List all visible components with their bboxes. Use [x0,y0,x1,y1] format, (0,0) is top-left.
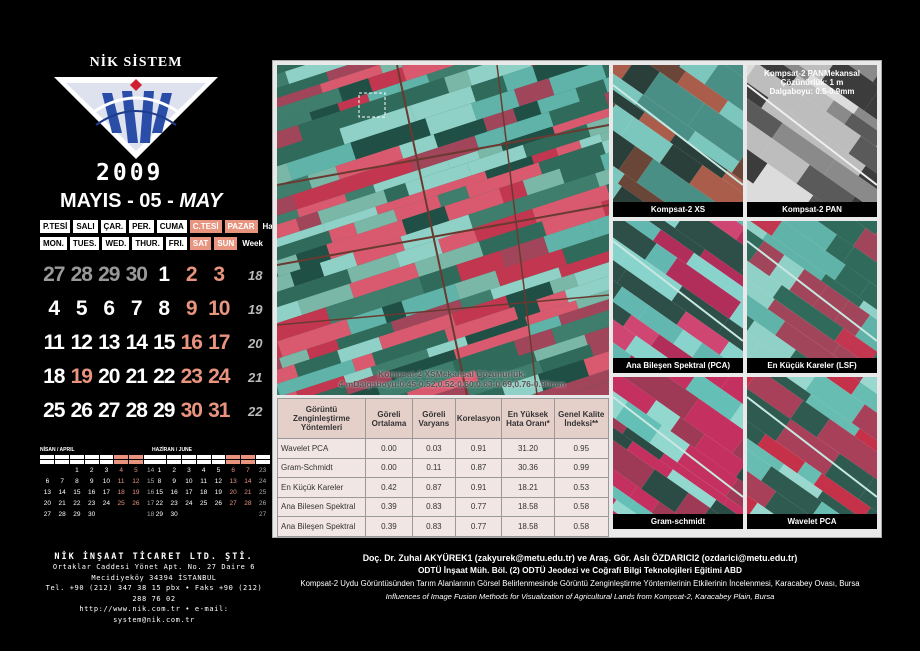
mini-calendar-day: 9 [89,478,94,485]
mini-calendar-week [152,465,270,476]
pan-caption-line-2: Çözünürlük: 1 m [780,78,844,87]
mini-calendar-day: 29 [73,511,81,518]
mini-header-cell [226,460,240,464]
value-cell: 0.00 [366,439,413,459]
week-number: 18 [248,267,263,283]
mini-header-cell [152,460,166,464]
col-header: Genel Kalite İndeksi** [554,399,608,439]
week-number: 21 [248,369,263,385]
calendar-day: 27 [43,263,65,286]
mini-calendar-day: 1 [75,467,79,474]
mini-calendar-day: 26 [214,500,222,507]
value-cell: 30.36 [502,458,554,478]
value-cell: 0.87 [412,478,455,498]
month-title [60,190,222,213]
mini-calendar-day: 26 [132,500,140,507]
mini-calendar-day: 20 [43,500,51,507]
thumb-kompsat-pan [747,65,877,217]
mini-header-cell [55,460,69,464]
mini-calendar-day: 23 [88,500,96,507]
mini-calendar-day: 29 [155,511,163,518]
mini-header-cell [40,455,54,459]
value-cell: 0.91 [455,439,502,459]
value-cell: 0.42 [366,478,413,498]
value-cell: 0.58 [554,497,608,517]
calendar-day: 28 [70,263,92,286]
company-info [38,552,270,625]
mini-calendar-day: 19 [214,489,222,496]
mini-calendar-day: 21 [244,489,252,496]
method-cell: Ana Bileşen Spektral [278,517,366,537]
mini-calendar-day: 27 [43,511,51,518]
mini-calendar-day: 10 [185,478,193,485]
value-cell: 0.58 [554,517,608,537]
mini-header-cell [197,460,211,464]
method-cell: Wavelet PCA [278,439,366,459]
week-number: 20 [248,335,263,351]
thumb-label: Kompsat-2 XS [613,202,743,217]
big-caption-line-1: Kompsat-2 XSMekansal Çözünürlük: [378,369,526,379]
mini-calendar-week [152,487,270,498]
mini-header-cell [212,455,226,459]
mini-header-cell [114,455,128,459]
thumb-gram-schmidt [613,377,743,529]
mini-calendar-header [40,455,158,459]
mini-calendar-day: 11 [200,478,207,485]
value-cell: 0.87 [455,458,502,478]
calendar-day: 4 [48,297,60,320]
mini-calendar-day: 10 [102,478,110,485]
mini-calendar-title: NİSAN / APRIL [40,447,75,453]
value-cell: 0.77 [455,517,502,537]
mini-calendar-day: 16 [88,489,96,496]
mini-header-cell [114,460,128,464]
mini-header-cell [100,460,114,464]
dayname-en: TUES. [70,237,100,250]
week-number: 22 [248,403,263,419]
table-row [278,478,609,498]
mini-calendar-day: 13 [43,489,51,496]
mini-calendar-day: 18 [117,489,125,496]
mini-calendar-week [40,498,158,509]
mini-calendar-day: 17 [147,500,155,507]
mini-calendar-day: 30 [170,511,178,518]
mini-calendar-day: 7 [60,478,64,485]
value-cell: 0.03 [412,439,455,459]
mini-header-cell [129,455,143,459]
calendar-day: 2 [185,263,197,286]
mini-calendar-day: 17 [185,489,193,496]
value-cell: 0.39 [366,517,413,537]
mini-header-cell [40,460,54,464]
mini-header-cell [55,455,69,459]
company-phone: Tel. +90 (212) 347 38 15 pbx • Faks +90 (212) 288 76 02 [45,584,263,603]
month-tr: MAYIS [60,190,122,212]
calendar-day: 10 [208,297,230,320]
mini-calendar-day: 28 [58,511,66,518]
dayname-en: FRI. [166,237,187,250]
brand [52,55,220,161]
year: 2009 [96,160,164,186]
month-number: - 05 - [127,190,174,212]
thumb-image [613,65,743,217]
dayname-en: MON. [40,237,67,250]
mini-calendar-week [40,509,158,520]
calendar-day: 14 [125,331,147,354]
col-header: Görüntü Zenginleştirme Yöntemleri [278,399,366,439]
mini-header-cell [152,455,166,459]
mini-calendar-day: 3 [187,467,191,474]
calendar-week [40,394,263,428]
value-cell: 0.83 [412,517,455,537]
value-cell: 0.53 [554,478,608,498]
company-city: Mecidiyeköy 34394 İSTANBUL [91,573,217,582]
value-cell: 18.21 [502,478,554,498]
mini-calendar-day: 5 [134,467,138,474]
method-cell: Ana Bilesen Spektral [278,497,366,517]
calendar-day: 30 [125,263,147,286]
mini-header-cell [129,460,143,464]
mini-calendar-week [40,487,158,498]
mini-calendar-day: 1 [157,467,162,474]
company-web: http://www.nik.com.tr • e-mail: system@nik.com.tr [79,605,229,624]
mini-calendar-day: 23 [170,500,178,507]
dayname-en: SUN [214,237,237,250]
mini-calendar-day: 14 [58,489,66,496]
calendar-day: 29 [153,399,175,422]
value-cell: 0.99 [554,458,608,478]
dayname-tr: ÇAR. [101,220,127,233]
mini-calendar-day: 3 [104,467,109,474]
dayname-tr: P.TESİ [40,220,70,233]
calendar-day: 18 [43,365,65,388]
value-cell: 18.58 [502,497,554,517]
departments: ODTÜ İnşaat Müh. Böl. (2) ODTÜ Jeodezi ve Coğrafi Bilgi Teknolojileri Eğitimi ABD [417,565,743,575]
company-name: NİK İNŞAAT TİCARET LTD. ŞTİ. [54,552,254,562]
mini-calendar-day: 23 [259,467,267,474]
big-caption-line-2: 4 mDalgaboyu:0.45-0.52,0.52-0.60,0.63-0.69,0.76-0.90mm [338,379,566,389]
table-header-row [278,399,609,439]
mini-header-cell [85,455,99,459]
value-cell: 0.11 [412,458,455,478]
mini-calendar-day: 14 [147,467,155,474]
mini-header-cell [182,455,196,459]
mini-header-cell [241,455,255,459]
dayname-en: SAT [190,237,211,250]
fusion-quality-table [277,398,609,537]
thumb-kompsat-xs [613,65,743,217]
calendar-day: 13 [98,331,120,354]
mini-calendar-week [152,498,270,509]
mini-calendar-day: 6 [231,467,235,474]
mini-calendar-day: 30 [88,511,96,518]
mini-calendar-day: 22 [73,500,81,507]
thumb-label: Gram-schmidt [613,514,743,529]
mini-header-cell [212,460,226,464]
calendar-day: 16 [180,331,202,354]
mini-calendar-day: 15 [147,478,155,485]
company-address: Ortaklar Caddesi Yönet Apt. No. 27 Daire 6 [52,563,256,571]
pan-caption [747,69,877,96]
value-cell: 0.00 [366,458,413,478]
mini-calendar-day: 4 [201,467,206,474]
mini-calendar-day: 18 [147,511,155,518]
mini-calendar-day: 15 [155,489,163,496]
calendar-week [40,258,263,292]
mini-calendar-header [152,455,270,459]
mini-calendar-day: 25 [117,500,125,507]
mini-calendar-day: 15 [73,489,81,496]
mini-calendar-june [152,447,270,520]
calendar-week [40,360,263,394]
calendar-day: 9 [185,297,197,320]
mini-header-cell [70,455,84,459]
credits [280,552,880,603]
calendar-day: 21 [125,365,147,388]
calendar-day: 26 [70,399,92,422]
mini-calendar-day: 12 [214,478,222,485]
mini-calendar-day: 5 [216,467,221,474]
mini-calendar-day: 14 [244,478,252,485]
thumb-label: Wavelet PCA [747,514,877,529]
mini-calendar-day: 12 [132,478,140,485]
dayname-tr: PAZAR [225,220,258,233]
mini-calendar-day: 24 [102,500,110,507]
thumb-image [613,221,743,373]
title-english: Influences of Image Fusion Methods for Visualization of Agricultural Lands from Kompsat-2, Karacabey Plain, Bursa [385,592,775,601]
mini-calendar-day: 4 [119,467,123,474]
brand-name: NİK SİSTEM [89,55,183,70]
dayname-tr: PER. [129,220,154,233]
mini-calendar-title: HAZİRAN / JUNE [152,447,193,453]
week-label-en: Week [242,239,263,248]
mini-calendar-day: 24 [185,500,193,507]
calendar-day: 23 [180,365,202,388]
mini-calendar-header [40,460,158,464]
calendar-day: 8 [158,297,170,320]
calendar-day: 5 [75,297,87,320]
pan-caption-line-1: Kompsat-2 PANMekansal [764,69,860,78]
mini-calendar-day: 9 [172,478,176,485]
mini-calendar-day: 2 [89,467,94,474]
mini-calendar-day: 28 [244,500,252,507]
mini-calendar-day: 16 [147,489,155,496]
calendar-day: 20 [98,365,120,388]
day-names-en [40,237,265,250]
dayname-tr: C.TESİ [190,220,222,233]
field-mosaic-image [277,65,609,395]
thumb-image [613,377,743,529]
calendar-day: 19 [70,365,92,388]
authors: Doç. Dr. Zuhal AKYÜREK1 (zakyurek@metu.edu.tr) ve Araş. Gör. Aslı ÖZDARICI2 (ozdarici@metu.edu.tr) [362,553,798,563]
table-row [278,497,609,517]
dayname-tr: CUMA [157,220,187,233]
mini-calendar-day: 2 [172,467,176,474]
value-cell: 0.83 [412,497,455,517]
dayname-tr: SALI [73,220,97,233]
mini-header-cell [256,455,270,459]
mini-header-cell [70,460,84,464]
mini-calendar-day: 19 [132,489,140,496]
calendar-day: 1 [158,263,170,286]
mini-calendar-day: 18 [200,489,208,496]
col-header: Göreli Ortalama [366,399,413,439]
mini-calendar-day: 22 [155,500,163,507]
mini-header-cell [256,460,270,464]
thumb-pca [613,221,743,373]
week-number: 19 [248,301,263,317]
thumb-label: En Küçük Kareler (LSF) [747,358,877,373]
calendar-day: 11 [43,331,64,354]
col-header: Göreli Varyans [412,399,455,439]
calendar-day: 25 [43,399,65,422]
mini-calendar-week [40,465,158,476]
mini-header-cell [182,460,196,464]
table-row [278,458,609,478]
mini-calendar-week [152,509,270,520]
value-cell: 0.39 [366,497,413,517]
day-names-tr [40,220,285,233]
calendar-day: 15 [153,331,175,354]
mini-calendar-header [152,460,270,464]
mini-calendar-day: 7 [246,467,250,474]
mini-calendar-day: 26 [259,500,267,507]
mini-calendar-day: 8 [157,478,162,485]
big-image-caption [307,369,597,389]
mini-calendar-day: 24 [259,478,267,485]
thumb-lsf [747,221,877,373]
thumb-image [747,377,877,529]
mini-header-cell [226,455,240,459]
title-turkish: Kompsat-2 Uydu Görüntüsünden Tarım Alanlarının Görsel Belirlenmesinde Görüntü Zenginleştirme Yöntemlerinin Etkilerinin İncelenmesi, Karacabey Ovası, Bursa [300,579,860,588]
value-cell: 18.58 [502,517,554,537]
col-header: En Yüksek Hata Oranı* [502,399,554,439]
table-row [278,517,609,537]
mini-calendar-day: 20 [229,489,237,496]
value-cell: 0.77 [455,497,502,517]
calendar-day: 28 [125,399,147,422]
value-cell: 31.20 [502,439,554,459]
thumb-image [747,221,877,373]
mini-header-cell [167,455,181,459]
method-cell: Gram-Schmidt [278,458,366,478]
calendar-day: 6 [103,297,115,320]
calendar-day: 29 [98,263,120,286]
mini-calendar-april [40,447,158,520]
mini-calendar-week [152,476,270,487]
dayname-en: THUR. [132,237,162,250]
mini-header-cell [100,455,114,459]
month-calendar [40,258,263,428]
month-en: MAY [179,190,223,212]
mini-calendar-day: 27 [229,500,237,507]
mini-calendar-day: 25 [200,500,208,507]
calendar-week [40,292,263,326]
table-row [278,439,609,459]
mini-calendar-day: 21 [58,500,66,507]
calendar-week [40,326,263,360]
calendar-day: 3 [213,263,225,286]
method-cell: En Küçük Kareler [278,478,366,498]
calendar-day: 12 [70,331,92,354]
col-header: Korelasyon [455,399,502,439]
calendar-day: 24 [208,365,230,388]
thumb-label: Kompsat-2 PAN [747,202,877,217]
mini-calendar-day: 11 [117,478,125,485]
mini-calendar-day: 13 [229,478,237,485]
mini-calendar-day: 27 [259,511,267,518]
value-cell: 0.95 [554,439,608,459]
calendar-day: 7 [130,297,142,320]
mini-header-cell [197,455,211,459]
calendar-day: 27 [98,399,120,422]
mini-calendar-week [40,476,158,487]
imagery-panel [272,60,882,538]
calendar-day: 17 [208,331,230,354]
calendar-day: 30 [180,399,202,422]
mini-calendar-day: 8 [75,478,79,485]
mini-calendar-day: 17 [102,489,110,496]
nik-sistem-logo-icon [52,73,220,161]
mini-header-cell [85,460,99,464]
mini-header-cell [167,460,181,464]
kompsat-xs-large-image [277,65,609,395]
calendar-day: 31 [208,399,230,422]
value-cell: 0.91 [455,478,502,498]
mini-calendar-day: 25 [259,489,267,496]
mini-header-cell [241,460,255,464]
thumb-wavelet-pca [747,377,877,529]
dayname-en: WED. [102,237,129,250]
mini-calendar-day: 16 [170,489,178,496]
calendar-day: 22 [153,365,175,388]
thumb-label: Ana Bileşen Spektral (PCA) [613,358,743,373]
mini-calendar-day: 6 [45,478,50,485]
pan-caption-line-3: Dalgaboyu: 0.5-0.9mm [769,87,855,96]
